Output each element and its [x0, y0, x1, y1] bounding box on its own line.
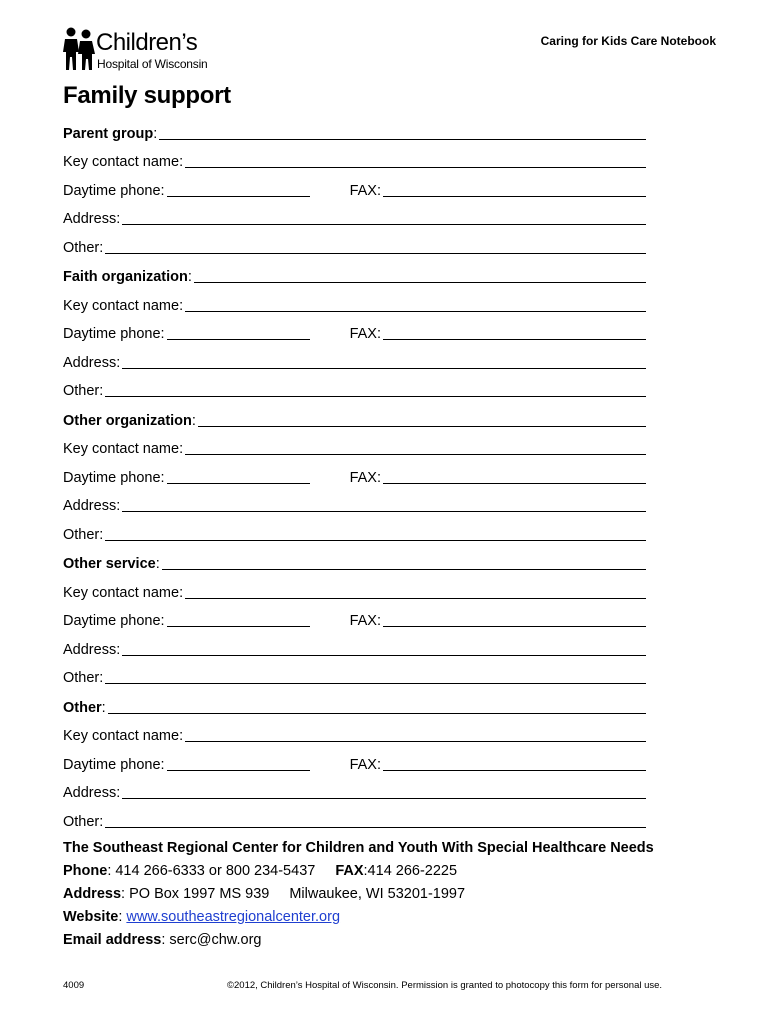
fax-label: FAX: [349, 469, 381, 486]
key-contact-field[interactable] [185, 597, 646, 599]
fax-label: FAX: [349, 613, 381, 629]
key-contact-row [63, 146, 646, 175]
logo-subtitle: Hospital of Wisconsin [97, 57, 208, 71]
heading-colon: : [187, 269, 192, 285]
website-colon: : [118, 909, 127, 925]
website-label: Website [63, 909, 119, 925]
daytime-phone-label: Daytime phone: [63, 756, 165, 773]
fax-field[interactable] [383, 769, 646, 771]
parent-group-field[interactable] [159, 138, 646, 140]
key-contact-field[interactable] [185, 310, 646, 312]
other-row [63, 518, 646, 547]
address-row [63, 777, 646, 806]
other-field[interactable] [105, 252, 646, 254]
address-value: : PO Box 1997 MS 939 [121, 886, 270, 902]
regional-center-contact [63, 838, 723, 953]
daytime-phone-label: Daytime phone: [63, 613, 165, 629]
website-line [63, 907, 723, 930]
address-field[interactable] [122, 510, 646, 512]
form-number: 4009 [63, 980, 85, 991]
section-other [63, 691, 646, 835]
address-label: Address: [63, 211, 121, 227]
address-row [63, 490, 646, 519]
copyright-notice: ©2012, Children’s Hospital of Wisconsin. Permission is granted to photocopy this form for personal use. [227, 980, 663, 991]
daytime-phone-label: Daytime phone: [63, 469, 165, 486]
website-link[interactable]: www.southeastregionalcenter.org [126, 909, 341, 925]
section-heading: Other organization [63, 412, 192, 429]
section-heading: Other service [63, 556, 156, 572]
heading-colon: : [155, 556, 160, 572]
email-value: : serc@chw.org [161, 932, 262, 948]
key-contact-label: Key contact name: [63, 728, 184, 744]
faith-organization-field[interactable] [194, 281, 646, 283]
heading-colon: : [191, 412, 196, 429]
daytime-phone-label: Daytime phone: [63, 326, 165, 342]
key-contact-row [63, 289, 646, 318]
address-field[interactable] [122, 223, 646, 225]
daytime-phone-field[interactable] [167, 769, 310, 771]
other-label: Other: [63, 239, 104, 256]
phone-fax-row [63, 174, 646, 203]
section-heading: Other [63, 699, 102, 716]
other-label: Other: [63, 383, 104, 399]
other-service-field[interactable] [162, 568, 646, 570]
address-label: Address: [63, 498, 121, 514]
section-parent-group [63, 117, 646, 261]
key-contact-row [63, 576, 646, 605]
regional-center-name: The Southeast Regional Center for Children and Youth With Special Healthcare Needs [63, 840, 654, 856]
heading-colon: : [153, 125, 158, 142]
other-field[interactable] [105, 395, 646, 397]
key-contact-label: Key contact name: [63, 441, 184, 457]
heading-row [63, 548, 646, 577]
key-contact-field[interactable] [185, 740, 646, 742]
other-row [63, 375, 646, 404]
fax-field[interactable] [383, 482, 646, 484]
phone-fax-row [63, 605, 646, 634]
fax-label: FAX: [349, 756, 381, 773]
fax-value: :414 266-2225 [363, 863, 458, 879]
heading-row [63, 404, 646, 433]
key-contact-row [63, 433, 646, 462]
email-label: Email address [63, 932, 162, 948]
address-label: Address: [63, 354, 121, 371]
fax-field[interactable] [383, 625, 646, 627]
address-row [63, 203, 646, 232]
key-contact-label: Key contact name: [63, 297, 184, 314]
key-contact-label: Key contact name: [63, 584, 184, 601]
address-label: Address: [63, 785, 121, 801]
other-label: Other: [63, 813, 104, 830]
key-contact-field[interactable] [185, 166, 646, 168]
phone-label: Phone [63, 863, 108, 879]
section-other-service [63, 548, 646, 692]
key-contact-field[interactable] [185, 453, 646, 455]
section-heading: Faith organization [63, 269, 188, 285]
other-label: Other: [63, 670, 104, 686]
other-organization-field[interactable] [198, 425, 646, 427]
section-heading: Parent group [63, 125, 154, 142]
address-field[interactable] [122, 797, 646, 799]
other-support-field[interactable] [108, 712, 646, 714]
daytime-phone-field[interactable] [167, 195, 310, 197]
email-line [63, 930, 723, 953]
other-row [63, 662, 646, 691]
heading-row [63, 691, 646, 720]
other-row [63, 805, 646, 834]
heading-row [63, 117, 646, 146]
address-city: Milwaukee, WI 53201-1997 [289, 886, 466, 902]
phone-fax-row [63, 461, 646, 490]
other-field[interactable] [105, 539, 646, 541]
address-label: Address: [63, 641, 121, 658]
address-field[interactable] [122, 367, 646, 369]
key-contact-label: Key contact name: [63, 154, 184, 170]
address-row [63, 633, 646, 662]
daytime-phone-label: Daytime phone: [63, 182, 165, 199]
notebook-title: Caring for Kids Care Notebook [540, 34, 716, 48]
daytime-phone-field[interactable] [167, 625, 310, 627]
heading-colon: : [101, 699, 106, 716]
children-silhouette-icon [62, 26, 96, 72]
fax-label: FAX: [349, 326, 381, 342]
fax-label: FAX [335, 863, 364, 879]
phone-line [63, 861, 723, 884]
address-label: Address [63, 886, 122, 902]
phone-value: : 414 266-6333 or 800 234-5437 [107, 863, 316, 879]
support-sections [63, 117, 646, 835]
other-label: Other: [63, 526, 104, 543]
other-field[interactable] [105, 682, 646, 684]
address-line [63, 884, 723, 907]
daytime-phone-field[interactable] [167, 482, 310, 484]
hospital-logo [62, 26, 222, 76]
heading-row [63, 261, 646, 290]
logo-wordmark: Children’s [96, 29, 198, 56]
other-row [63, 231, 646, 260]
phone-fax-row [63, 318, 646, 347]
key-contact-row [63, 720, 646, 749]
address-row [63, 346, 646, 375]
fax-label: FAX: [349, 182, 381, 199]
address-field[interactable] [122, 654, 646, 656]
other-field[interactable] [105, 826, 646, 828]
phone-fax-row [63, 748, 646, 777]
section-other-organization [63, 404, 646, 548]
fax-field[interactable] [383, 195, 646, 197]
fax-field[interactable] [383, 338, 646, 340]
page-title: Family support [63, 82, 231, 109]
section-faith-organization [63, 261, 646, 405]
daytime-phone-field[interactable] [167, 338, 310, 340]
